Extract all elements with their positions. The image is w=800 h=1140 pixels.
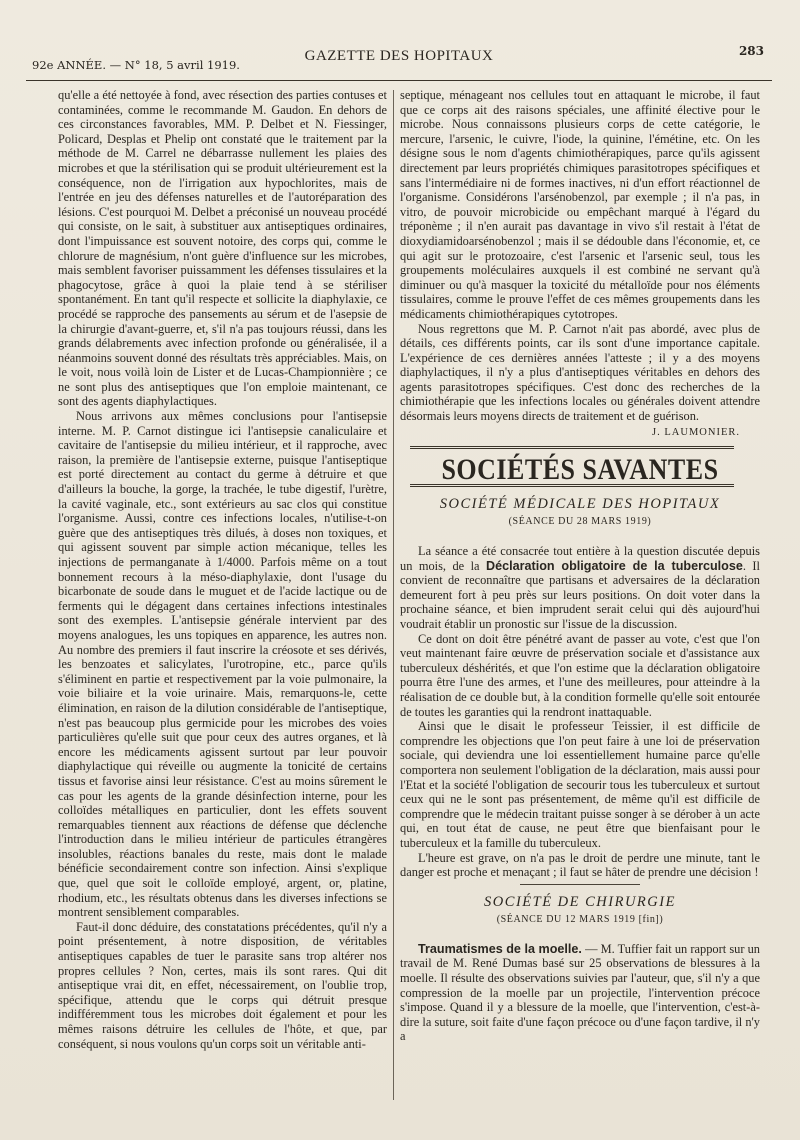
society-1-paragraph-2: Ce dont on doit être pénétré avant de passer au vote, c'est que l'on veut maintenant faire œuvre de préservation sociale et d'assistance aux tuberculeux déshérités, et que l'on estime que la déclaration obligatoire pourra être l'une des armes, et l'une des meilleures, pour atteindre à la réalisation de ce double but, à la condition formelle qu'elle soit entourée de toutes les garanties qui la rendront inattaquable. [400, 631, 760, 719]
column-divider [393, 90, 394, 1100]
society-2-paragraph-1 [400, 942, 760, 1044]
society-2-p1-bold: Traumatismes de la moelle. [418, 941, 582, 956]
society-1-p1-intro: La séance a été consacrée tout entière à la question discutée depuis un mois, de la [400, 544, 760, 573]
left-paragraph-2: Nous arrivons aux mêmes conclusions pour l'antisepsie interne. M. P. Carnot distingue ici l'antisepsie canaliculaire et cavitaire de l'antisepsie du milieu intérieur, et il rapproche, avec raison, la première de l'antisepsie externe, puisque l'antiseptique est porté directement au contact du germe à détruire et que d'ailleurs la bouche, la gorge, la trachée, le tube digestif, l'urètre, la cavité vaginale, etc., sont extérieurs au sac clos qui constitue l'organisme. Aussi, contre ces infections locales, n'utilise-t-on guère que des antiseptiques très dilués, à doses non toxiques, et qui agissent souvent par simple action mécanique, telles les injections de permanganate à 1/4000. Parfois même on a tout bonnement recours à la méso-diaphylaxie, dont l'usage du bicarbonate de soude dans le muguet et de l'acide lactique ou de ferments qui le dégagent dans certaines infections intestinales sont des exemples. L'antisepsie générale intervient par des moyens analogues, les uns topiques en apparence, les autres non. Au nombre des premiers il faut inscrire la créosote et ses dérivés, les benzoates et salicylates, l'urotropine, etc., parce qu'ils s'éliminent en partie et respectivement par la voie pulmonaire, la voie biliaire et la voie urinaire. Mais, remarquons-le, cette élimination, en raison de la dilution considérable de l'antiseptique, n'est pas beaucoup plus germicide pour les microbes des voies particulières qu'elle suit que pour ceux des autres organes, et là encore les médicaments agissent surtout par leur pouvoir diaphylactique qui réveille ou augmente la tonicité de certains tissus et favorise ainsi leur résistance. C'est au moins sûrement le cas pour les agents de la grande désinfection interne, pour les colloïdes métalliques en particulier, dont les effets souvent remarquables tiennent aux réactions de défense que déclenche l'introduction dans le milieu intérieur de particules étrangères insolubles, réactions banales du reste, mais dont le malade bénéficie secondairement contre son infection. Ainsi s'explique que, quel que soit le colloïde employé, argent, or, platine, rhodium, etc., les résultats obtenus dans les diverses infections se montrent sensiblement comparables. [58, 409, 387, 920]
author-signature: J. LAUMONIER. [652, 426, 740, 438]
right-paragraph-2: Nous regrettons que M. P. Carnot n'ait pas abordé, avec plus de détails, ces différents points, car ils sont d'une importance capitale. L'expérience de ces dernières années l'atteste ; il y a des moyens diaphylactiques, il n'y a plus d'antiseptiques véritables en dehors des agents parasitotropes spécifiques. C'est donc des recherches de la chimiothérapie que les infections locales ou générales doivent attendre désormais leurs moyens directs de traitement et de guérison. [400, 321, 760, 424]
right-column [400, 88, 760, 1128]
page-number: 283 [738, 44, 764, 58]
left-column [58, 88, 387, 1128]
society-1-p1-bold: Déclaration obligatoire de la tuberculose [485, 558, 743, 573]
society-1-paragraph-3: Ainsi que le disait le professeur Teissier, il est difficile de comprendre les objections que l'on peut faire à une loi de préservation sociale, qui deviendra une loi essentiellement humaine parce qu'elle comportera non seulement l'obligation de la déclaration, mais aussi pour l'Etat et la société l'obligation de secourir tous les tuberculeux et surtout ceux qui ne le sont pas présentement, de même qu'il est difficile de comprendre que le médecin traitant puisse songer à se dérober à un acte qui, en tout état de cause, ne peut être que bienfaisant pour le tuberculeux et la famille du tuberculeux. [400, 719, 760, 850]
society-1-p1-rest: . Il convient de reconnaître que partisans et adversaires de la déclaration demeurent fort à peu près sur leurs positions. On doit voter dans la prochaine séance, et bien imprudent serait celui qui dès aujourd'hui voudrait établir un pronostic sur l'issue de la discussion. [400, 558, 760, 631]
issue-info: 92e ANNÉE. — N° 18, 5 avril 1919. [32, 58, 240, 72]
society-2-seance: (SÉANCE DU 12 MARS 1919 [fin]) [496, 914, 664, 926]
section-title: SOCIÉTÉS SAVANTES [441, 452, 719, 487]
society-separator [520, 884, 640, 885]
society-1-title: SOCIÉTÉ MÉDICALE DES HOPITAUX [439, 495, 721, 512]
society-2-title: SOCIÉTÉ DE CHIRURGIE [484, 893, 676, 910]
society-2-p1-rest: — M. Tuffier fait un rapport sur un travail de M. René Dumas basé sur 25 observations de blessures à la moelle. Il résulte des observations suivies par l'auteur, que, s'il n'y a que compression de la moelle par un projectile, l'intervention précoce s'impose. Quand il y a blessure de la moelle, que l'intervention, c'est-à-dire la suture, soit faite d'une façon précoce ou d'une façon tardive, il n'y a [400, 941, 760, 1044]
society-1-paragraph-4: L'heure est grave, on n'a pas le droit de perdre une minute, tant le danger est proche et menaçant ; il faut se hâter de prendre une décision ! [400, 850, 760, 880]
section-rule-top [410, 446, 734, 449]
journal-title: GAZETTE DES HOPITAUX [304, 48, 494, 64]
left-paragraph-3: Faut-il donc déduire, des constatations précédentes, qu'il n'y a point présentement, à notre disposition, de véritables antiseptiques capables de tuer le parasite sans trop altérer nos propres cellules ? Non, certes, mais ils sont rares. Qui dit antiseptique vrai dit, en effet, nécessairement, on l'oublie trop, spécifique, attendu que le corps qui détruit presque indifféremment tous les microbes doit également et pour les mêmes raisons détruire les cellules de l'hôte, et que, par conséquent, si nous voulons qu'un corps soit un véritable anti- [58, 919, 387, 1051]
left-paragraph-1: qu'elle a été nettoyée à fond, avec résection des parties contuses et contaminées, comme le recommande M. Gaudon. En dehors de ces circonstances favorables, MM. P. Delbet et N. Fiessinger, Policard, Desplas et Phelip ont constaté que le traitement par la méthode de M. Carrel ne débarrasse nullement les plaies des microbes et que la stérilisation qui se produit ultérieurement est la conséquence, non de l'irrigation aux hypochlorites, mais de l'entrée en jeu des défenses naturelles et de l'autoréparation des lésions. C'est pourquoi M. Delbet a préconisé un nouveau procédé qui consiste, on le sait, à substituer aux antiseptiques ordinaires, dont l'impuissance est souvent notoire, des corps qui, comme le chlorure de magnésium, n'ont guère d'influence sur les microbes, mais semblent favoriser puissamment les défenses tissulaires et la phagocytose, grâce à quoi la plaie tend à se stériliser spontanément. En tant qu'il respecte et sollicite la diaphylaxie, ce procédé se rapproche des pansements au sérum et de l'asepsie de la chirurgie d'avant-guerre, et, s'il n'a pas toujours réussi, dans les grands délabrements avec infection profonde ou généralisée, il a néanmoins souvent donné des résultats très appréciables. Mais, on le voit, nous voilà loin de Lister et de Lucas-Championnière ; ce ne sont plus des antiseptiques que l'on emploie maintenant, ce sont des agents diaphylactiques. [58, 88, 387, 409]
page-header [26, 44, 772, 81]
right-paragraph-1: septique, ménageant nos cellules tout en attaquant le microbe, il faut que ce corps ait des raisons spéciales, une affinité élective pour le microbe. Nous connaissons plusieurs corps de cette catégorie, le mercure, l'arsenic, le cuivre, l'iode, la quinine, l'émétine, etc. On les désigne sous le nom d'agents chimiothérapiques, parce qu'ils agissent directement par leurs propriétés chimiques parasitotropes spécifiques et sans l'intermédiaire ni de formes inactives, ni d'un effort réactionnel de l'organisme. Considérons l'arsénobenzol, par exemple ; il n'a pas, in vitro, de pouvoir microbicide ou empêchant marqué à l'égard du tréponème ; il n'en aurait pas davantage in vivo s'il restait à l'état de dioxydiamidoarsénobenzol ; mais il se dédouble dans l'économie, et, ce qui agit sur le protozoaire, c'est l'arsenic et l'arsenic seul, tous les groupements moléculaires auxquels il est combiné ne servant qu'à diminuer ou qu'à masquer la toxicité du métalloïde pour nos éléments tissulaires, comme le prouve l'effet de ces mêmes groupements dans les médicaments chimiothérapiques cytotropes. [400, 88, 760, 321]
society-1-paragraph-1 [400, 544, 760, 632]
society-1-seance: (SÉANCE DU 28 MARS 1919) [508, 516, 652, 528]
